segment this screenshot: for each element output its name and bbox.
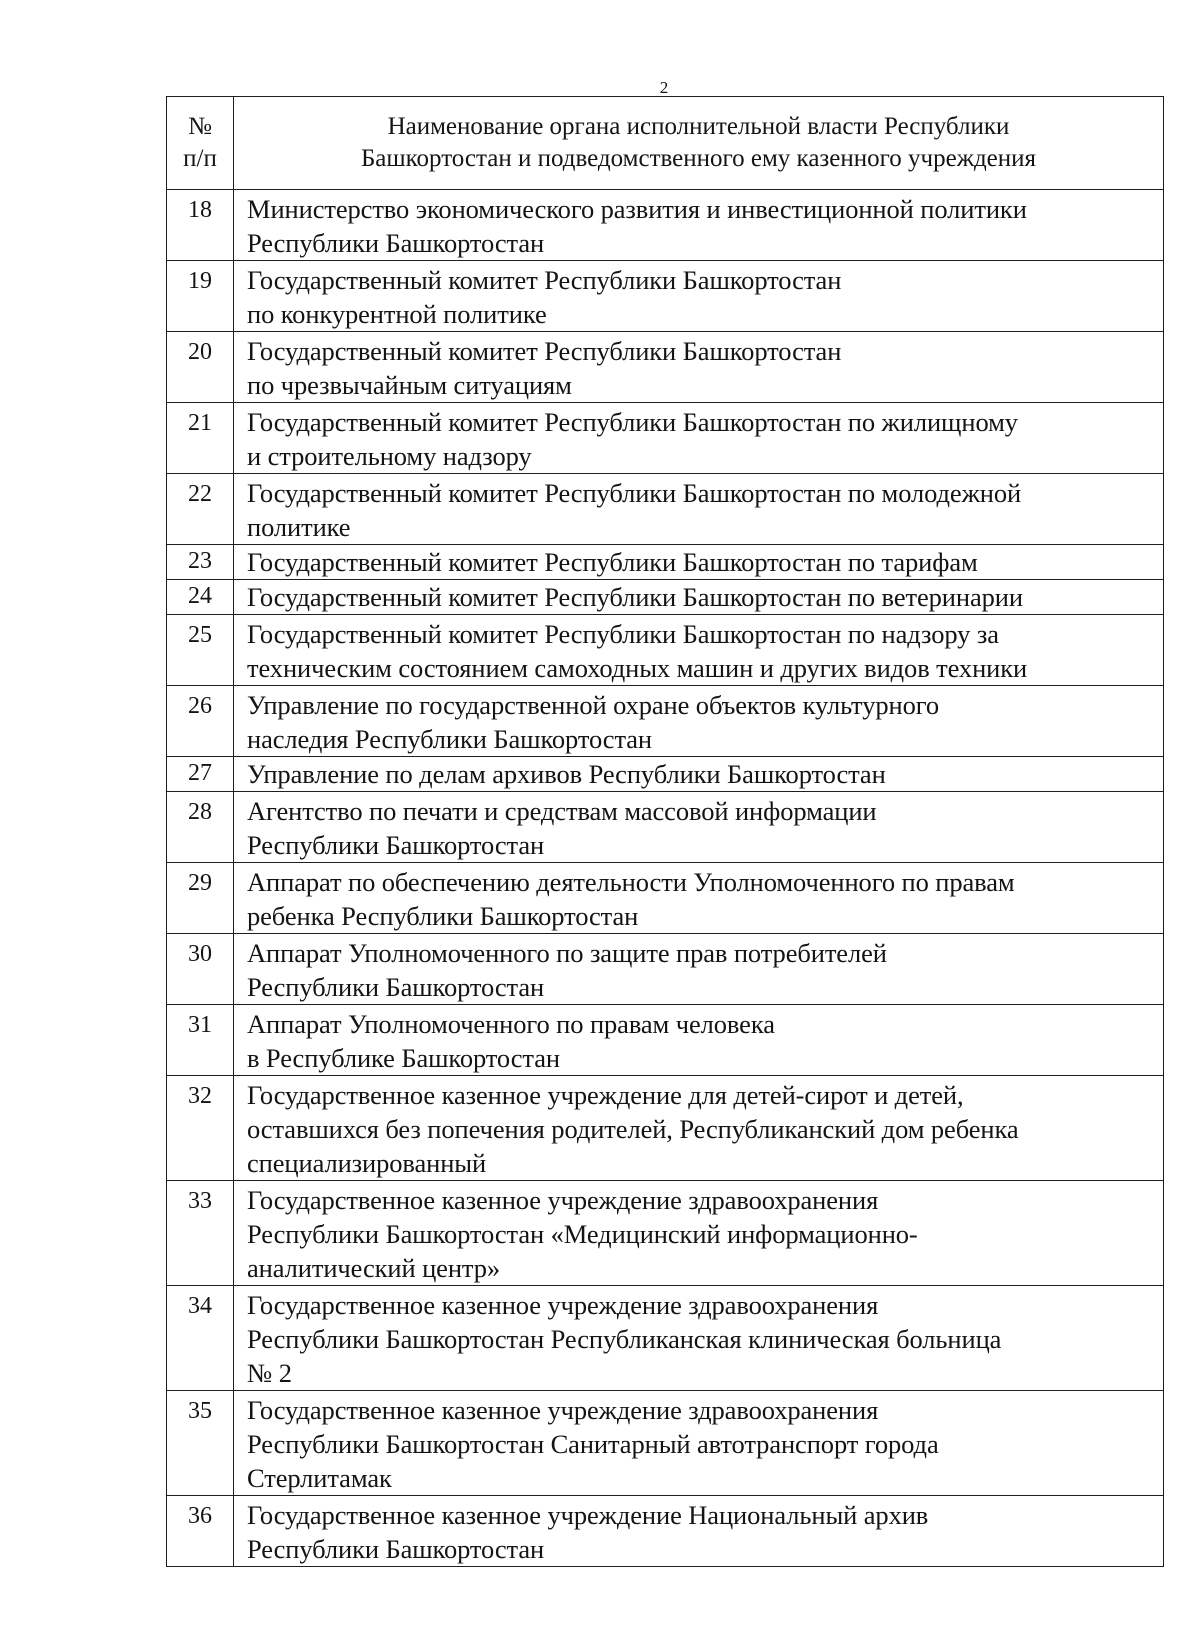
table-row xyxy=(167,474,1164,545)
table-row xyxy=(167,261,1164,332)
row-name-cell: Аппарат Уполномоченного по защите прав потребителей Республики Башкортостан xyxy=(234,934,1164,1005)
table-row xyxy=(167,686,1164,757)
row-name-cell: Государственный комитет Республики Башкортостан по ветеринарии xyxy=(234,580,1164,615)
table-row xyxy=(167,190,1164,261)
row-name-cell: Государственный комитет Республики Башкортостан по молодежной политике xyxy=(234,474,1164,545)
row-name-cell: Государственное казенное учреждение здравоохранения Республики Башкортостан Республиканская клиническая больница № 2 xyxy=(234,1286,1164,1391)
row-number-cell: 19 xyxy=(167,261,234,332)
row-number-cell: 33 xyxy=(167,1181,234,1286)
header-number-cell: № п/п xyxy=(167,97,234,190)
row-number-cell: 35 xyxy=(167,1391,234,1496)
agencies-table xyxy=(166,96,1164,1567)
row-number-cell: 25 xyxy=(167,615,234,686)
table-row xyxy=(167,934,1164,1005)
row-number-cell: 22 xyxy=(167,474,234,545)
row-number-cell: 18 xyxy=(167,190,234,261)
header-name-cell: Наименование органа исполнительной власти Республики Башкортостан и подведомственного ему казенного учреждения xyxy=(234,97,1164,190)
table-row xyxy=(167,332,1164,403)
table-row xyxy=(167,580,1164,615)
row-name-cell: Управление по государственной охране объектов культурного наследия Республики Башкортостан xyxy=(234,686,1164,757)
row-name-cell: Государственное казенное учреждение здравоохранения Республики Башкортостан «Медицинский информационно- аналитический центр» xyxy=(234,1181,1164,1286)
row-number-cell: 31 xyxy=(167,1005,234,1076)
table-row xyxy=(167,792,1164,863)
row-number-cell: 34 xyxy=(167,1286,234,1391)
table-row xyxy=(167,757,1164,792)
table-row xyxy=(167,615,1164,686)
row-number-cell: 29 xyxy=(167,863,234,934)
table-row xyxy=(167,1286,1164,1391)
table-row xyxy=(167,1391,1164,1496)
row-name-cell: Аппарат Уполномоченного по правам человека в Республике Башкортостан xyxy=(234,1005,1164,1076)
row-name-cell: Государственное казенное учреждение Национальный архив Республики Башкортостан xyxy=(234,1496,1164,1567)
row-number-cell: 21 xyxy=(167,403,234,474)
row-name-cell: Государственный комитет Республики Башкортостан по жилищному и строительному надзору xyxy=(234,403,1164,474)
table-row xyxy=(167,863,1164,934)
table-row xyxy=(167,1496,1164,1567)
row-name-cell: Государственный комитет Республики Башкортостан по надзору за техническим состоянием самоходных машин и других видов техники xyxy=(234,615,1164,686)
table-row xyxy=(167,545,1164,580)
row-name-cell: Государственное казенное учреждение для детей-сирот и детей, оставшихся без попечения родителей, Республиканский дом ребенка специализированный xyxy=(234,1076,1164,1181)
row-number-cell: 20 xyxy=(167,332,234,403)
row-name-cell: Государственное казенное учреждение здравоохранения Республики Башкортостан Санитарный автотранспорт города Стерлитамак xyxy=(234,1391,1164,1496)
row-name-cell: Агентство по печати и средствам массовой информации Республики Башкортостан xyxy=(234,792,1164,863)
table-row xyxy=(167,403,1164,474)
row-name-cell: Управление по делам архивов Республики Башкортостан xyxy=(234,757,1164,792)
page-number: 2 xyxy=(659,78,669,97)
row-number-cell: 28 xyxy=(167,792,234,863)
row-name-cell: Министерство экономического развития и инвестиционной политики Республики Башкортостан xyxy=(234,190,1164,261)
row-number-cell: 23 xyxy=(167,545,234,580)
row-name-cell: Государственный комитет Республики Башкортостан по чрезвычайным ситуациям xyxy=(234,332,1164,403)
row-number-cell: 26 xyxy=(167,686,234,757)
row-name-cell: Аппарат по обеспечению деятельности Уполномоченного по правам ребенка Республики Башкортостан xyxy=(234,863,1164,934)
row-number-cell: 24 xyxy=(167,580,234,615)
row-number-cell: 27 xyxy=(167,757,234,792)
row-name-cell: Государственный комитет Республики Башкортостан по конкурентной политике xyxy=(234,261,1164,332)
table-body xyxy=(167,190,1164,1567)
row-number-cell: 36 xyxy=(167,1496,234,1567)
table-header-row xyxy=(167,97,1164,190)
table-row xyxy=(167,1181,1164,1286)
row-number-cell: 32 xyxy=(167,1076,234,1181)
table-row xyxy=(167,1005,1164,1076)
table-row xyxy=(167,1076,1164,1181)
row-number-cell: 30 xyxy=(167,934,234,1005)
row-name-cell: Государственный комитет Республики Башкортостан по тарифам xyxy=(234,545,1164,580)
